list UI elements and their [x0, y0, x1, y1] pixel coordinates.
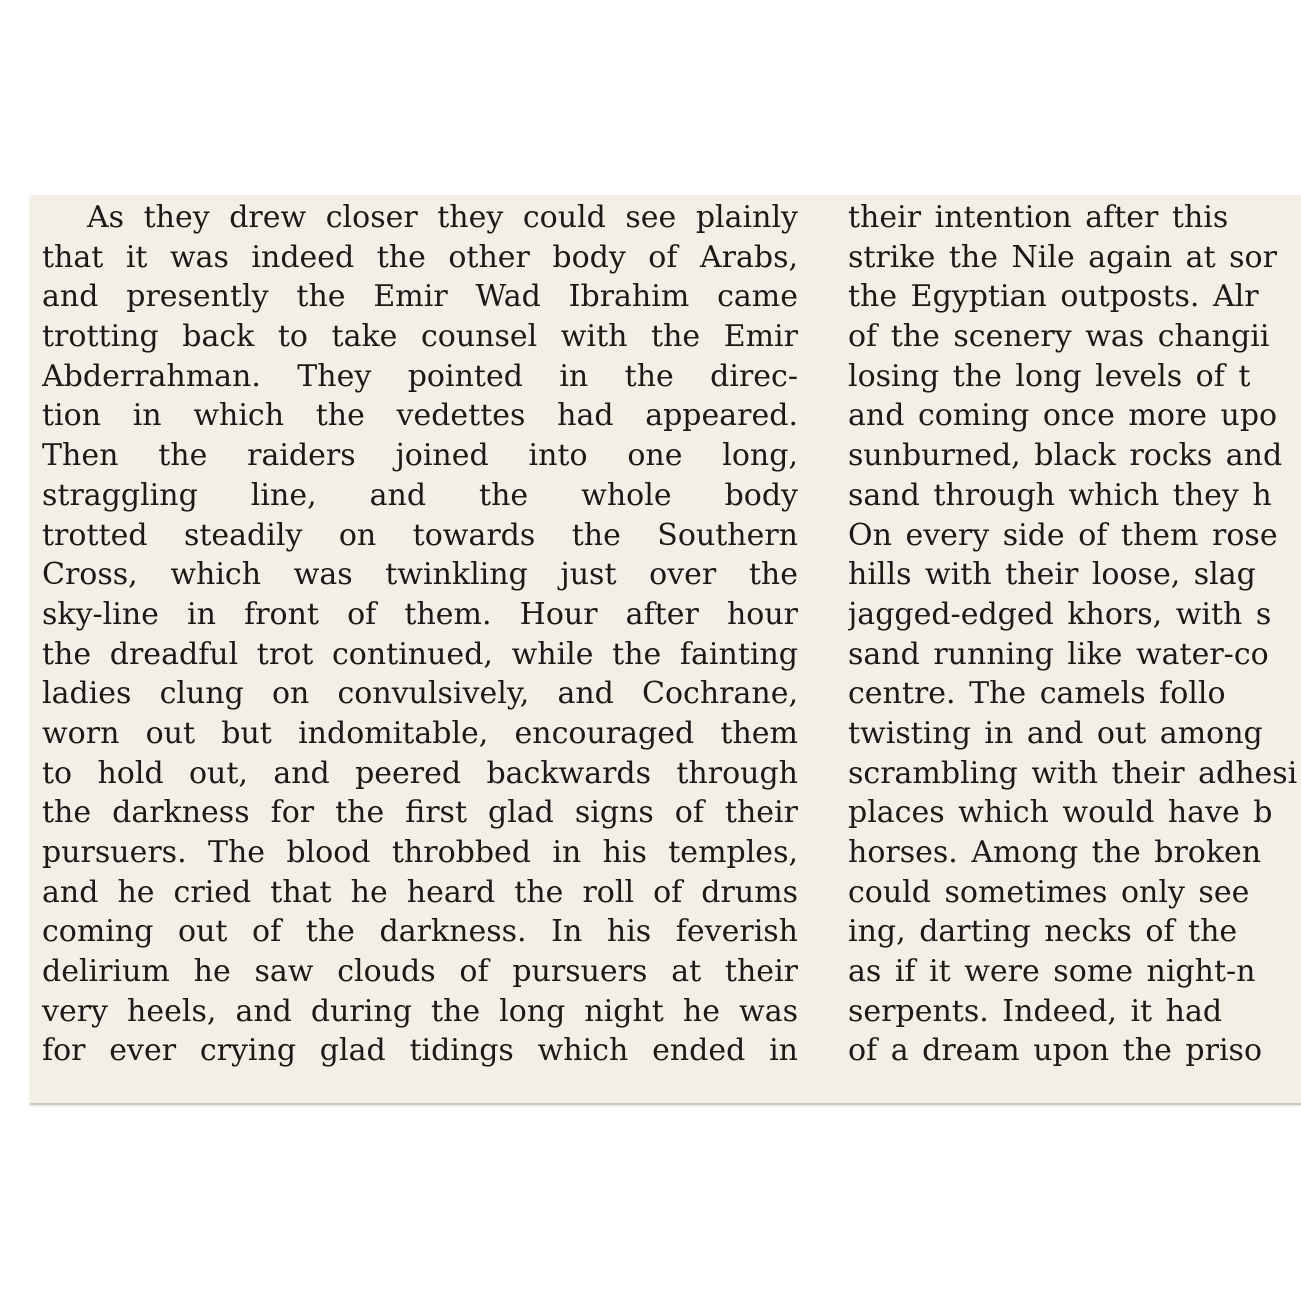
newspaper-clipping: [30, 195, 1301, 1105]
text-line: sky-line in front of them. Hour after hour: [42, 596, 798, 632]
text-line: their intention after this: [848, 200, 1229, 235]
right-text-column: [848, 198, 1301, 1071]
text-line: tion in which the vedettes had appeared.: [42, 398, 798, 434]
text-line: as if it were some night-n: [848, 954, 1256, 990]
text-line: Then the raiders joined into one long,: [42, 438, 798, 474]
text-line: the dreadful trot continued, while the fainting: [42, 636, 798, 672]
text-line: trotted steadily on towards the Southern: [42, 517, 798, 553]
text-line: and coming once more upo: [848, 398, 1278, 434]
text-line: serpents. Indeed, it had: [848, 993, 1223, 1029]
text-line: of a dream upon the priso: [848, 1033, 1262, 1069]
text-line: Abderrahman. They pointed in the direc-: [42, 358, 798, 394]
text-line: places which would have b: [848, 795, 1273, 831]
text-line: and presently the Emir Wad Ibrahim came: [42, 279, 798, 315]
text-line: sand through which they h: [848, 477, 1272, 513]
text-line: ladies clung on convulsively, and Cochrane,: [42, 676, 798, 712]
text-line: of the scenery was changii: [848, 319, 1270, 355]
text-line: horses. Among the broken: [848, 835, 1262, 870]
text-line: delirium he saw clouds of pursuers at their: [42, 954, 798, 990]
text-line: could sometimes only see: [848, 874, 1250, 910]
text-line: for ever crying glad tidings which ended in: [42, 1033, 798, 1069]
text-line: centre. The camels follo: [848, 676, 1226, 712]
left-text-column: [42, 198, 798, 1071]
text-line: coming out of the darkness. In his feverish: [42, 914, 798, 950]
text-line: strike the Nile again at sor: [848, 239, 1277, 275]
text-line: twisting in and out among: [848, 715, 1263, 751]
text-line: very heels, and during the long night he was: [42, 993, 798, 1029]
text-line: to hold out, and peered backwards through: [42, 755, 798, 791]
text-line: that it was indeed the other body of Arabs,: [42, 239, 798, 275]
text-line: pursuers. The blood throbbed in his temples,: [42, 835, 798, 870]
text-line: worn out but indomitable, encouraged them: [42, 715, 798, 751]
text-line: sunburned, black rocks and: [848, 438, 1283, 474]
text-line: trotting back to take counsel with the Emir: [42, 319, 798, 355]
text-line: ing, darting necks of the: [848, 914, 1238, 950]
text-line: and he cried that he heard the roll of drums: [42, 874, 798, 910]
text-line: hills with their loose, slag: [848, 557, 1256, 593]
text-line: On every side of them rose: [848, 517, 1278, 553]
text-line: scrambling with their adhesi: [848, 755, 1298, 791]
text-line: Cross, which was twinkling just over the: [42, 557, 798, 593]
text-line: losing the long levels of t: [848, 358, 1251, 394]
text-line: the darkness for the first glad signs of their: [42, 795, 798, 831]
text-line: sand running like water-co: [848, 636, 1269, 672]
text-line: the Egyptian outposts. Alr: [848, 279, 1259, 315]
text-line: straggling line, and the whole body: [42, 477, 798, 513]
text-line: jagged-edged khors, with s: [848, 596, 1272, 632]
text-line: As they drew closer they could see plainly: [87, 200, 798, 235]
